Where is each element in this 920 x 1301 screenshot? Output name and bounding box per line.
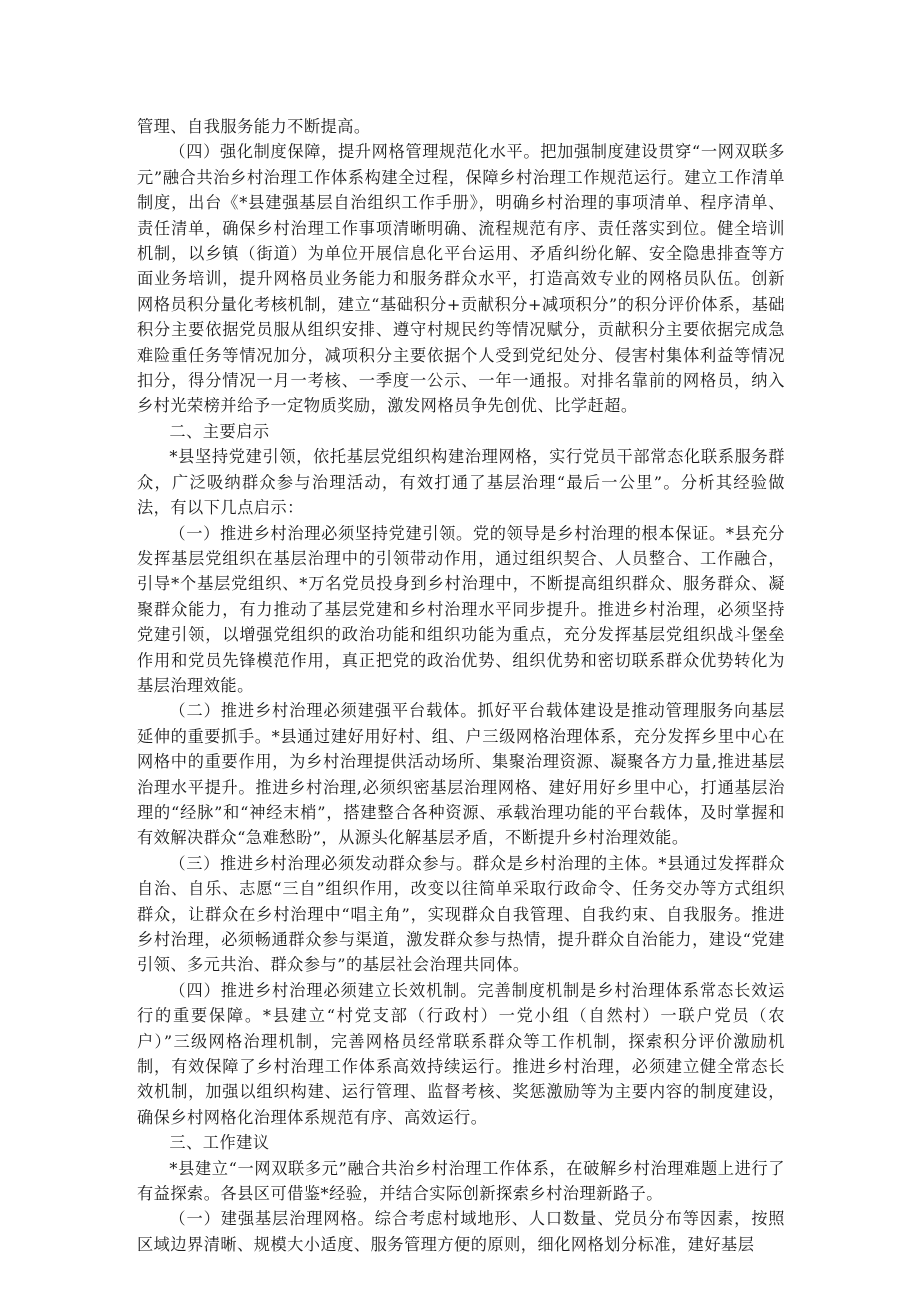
paragraph-system-guarantee: （四）强化制度保障，提升网格管理规范化水平。把加强制度建设贯穿“一网双联多元”融合共治乡村治理工作体系构建全过程，保障乡村治理工作规范运行。建立工作清单制度，出台《*县建强基层自治组织工作手册》，明确乡村治理的事项清单、程序清单、责任清单，确保乡村治理工作事项清晰明确、流程规范有序、责任落实到位。健全培训机制，以乡镇（街道）为单位开展信息化平台运用、矛盾纠纷化解、安全隐患排查等方面业务培训，提升网格员业务能力和服务群众水平，打造高效专业的网格员队伍。创新网格员积分量化考核机制，建立“基础积分+贡献积分+减项积分”的积分评价体系，基础积分主要依据党员服从组织安排、遵守村规民约等情况赋分，贡献积分主要依据完成急难险重任务等情况加分，减项积分主要依据个人受到党纪处分、侵害村集体利益等情况扣分，得分情况一月一考核、一季度一公示、一年一通报。对排名靠前的网格员，纳入乡村光荣榜并给予一定物质奖励，激发网格员争先创优、比学赶超。 [137, 142, 785, 416]
paragraph-suggestion-grid: （一）建强基层治理网格。综合考虑村域地形、人口数量、党员分布等因素，按照区域边界清晰、规模大小适度、服务管理方便的原则，细化网格划分标准，建好基层 [137, 1209, 785, 1254]
paragraph-insights-intro: *县坚持党建引领，依托基层党组织构建治理网格，实行党员干部常态化联系服务群众，广泛吸纳群众参与治理活动，有效打通了基层治理“最后一公里”。分析其经验做法，有以下几点启示： [137, 447, 785, 518]
paragraph-insight-long-term-mechanism: （四）推进乡村治理必须建立长效机制。完善制度机制是乡村治理体系常态长效运行的重要保障。*县建立“村党支部（行政村）一党小组（自然村）一联户党员（农户）”三级网格治理机制，完善网格员经常联系群众等工作机制，探索积分评价激励机制，有效保障了乡村治理工作体系高效持续运行。推进乡村治理，必须建立健全常态长效机制，加强以组织构建、运行管理、监督考核、奖惩激励等为主要内容的制度建设，确保乡村网格化治理体系规范有序、高效运行。 [137, 980, 785, 1127]
document-page [137, 114, 785, 1257]
section-heading-main-insights: 二、主要启示 [169, 421, 270, 441]
paragraph-suggestions-intro: *县建立“一网双联多元”融合共治乡村治理工作体系，在破解乡村治理难题上进行了有益探索。各县区可借鉴*经验，并结合实际创新探索乡村治理新路子。 [137, 1158, 785, 1204]
paragraph-insight-platform: （二）推进乡村治理必须建强平台载体。抓好平台载体建设是推动管理服务向基层延伸的重要抓手。*县通过建好用好村、组、户三级网格治理体系，充分发挥乡里中心在网格中的重要作用，为乡村治理提供活动场所、集聚治理资源、凝聚各方力量,推进基层治理水平提升。推进乡村治理,必须织密基层治理网格、建好用好乡里中心，打通基层治理的“经脉”和“神经末梢”，搭建整合各种资源、承载治理功能的平台载体，及时掌握和有效解决群众“急难愁盼”，从源头化解基层矛盾，不断提升乡村治理效能。 [137, 701, 785, 848]
paragraph-insight-party-leadership: （一）推进乡村治理必须坚持党建引领。党的领导是乡村治理的根本保证。*县充分发挥基层党组织在基层治理中的引领带动作用，通过组织契合、人员整合、工作融合，引导*个基层党组织、*万名党员投身到乡村治理中，不断提高组织群众、服务群众、凝聚群众能力，有力推动了基层党建和乡村治理水平同步提升。推进乡村治理，必须坚持党建引领，以增强党组织的政治功能和组织功能为重点，充分发挥基层党组织战斗堡垒作用和党员先锋模范作用，真正把党的政治优势、组织优势和密切联系群众优势转化为基层治理效能。 [137, 523, 785, 695]
section-heading-work-suggestions: 三、工作建议 [169, 1133, 270, 1153]
paragraph-continuation: 管理、自我服务能力不断提高。 [137, 117, 371, 136]
paragraph-insight-public-participation: （三）推进乡村治理必须发动群众参与。群众是乡村治理的主体。*县通过发挥群众自治、自乐、志愿“三自”组织作用，改变以往简单采取行政命令、任务交办等方式组织群众，让群众在乡村治理中“唱主角”，实现群众自我管理、自我约束、自我服务。推进乡村治理，必须畅通群众参与渠道，激发群众参与热情，提升群众自治能力，建设“党建引领、多元共治、群众参与”的基层社会治理共同体。 [137, 853, 785, 975]
